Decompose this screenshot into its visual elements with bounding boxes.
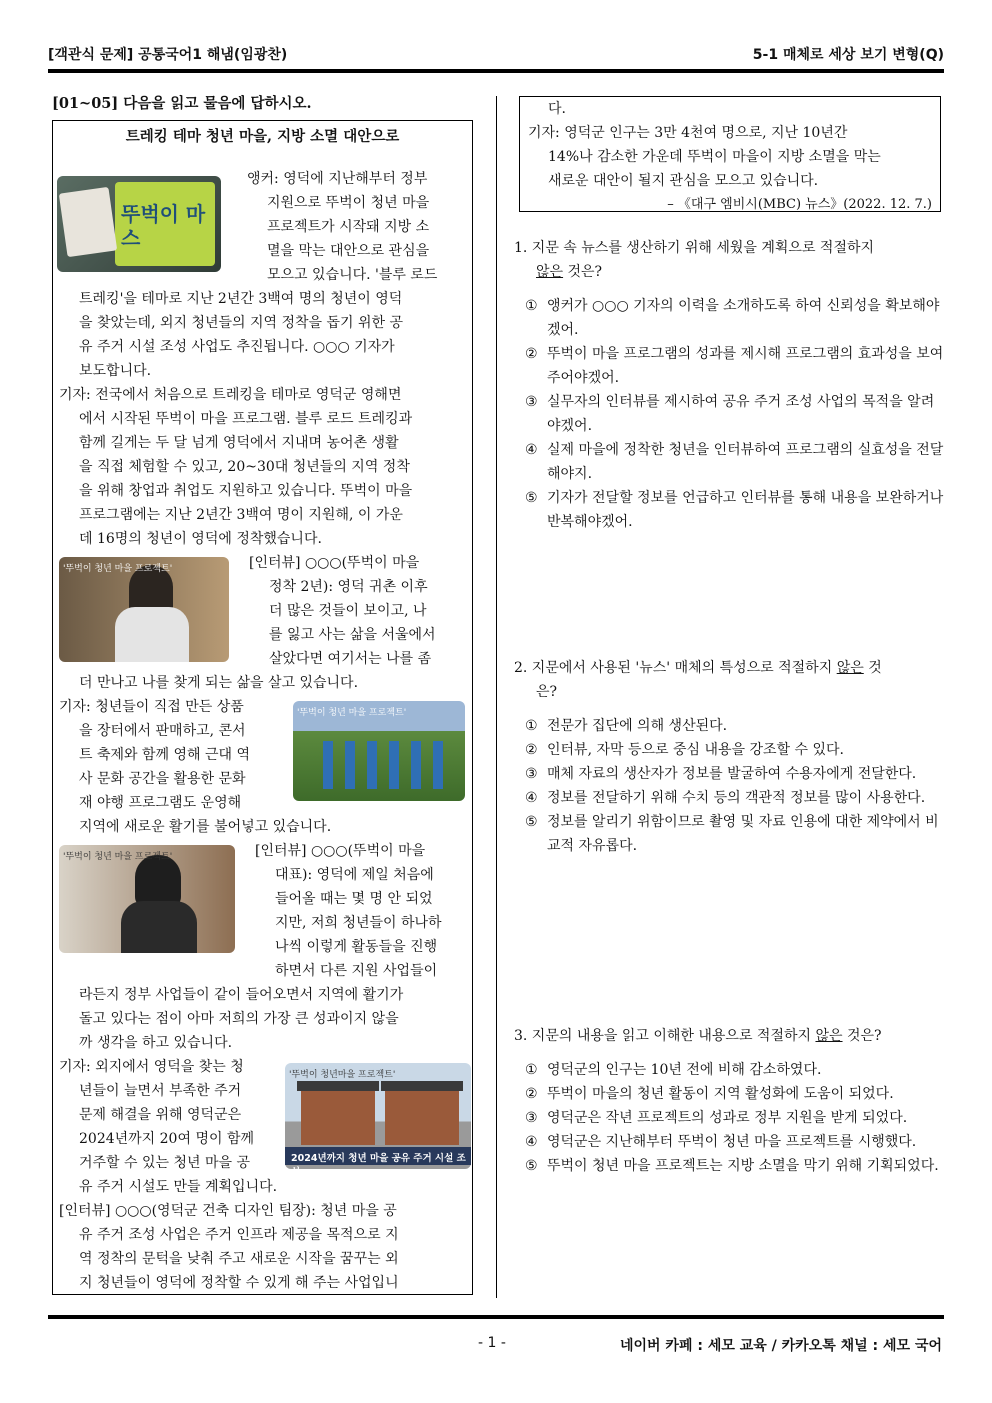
image-1-text: 뚜벅이 마스 [121, 202, 206, 250]
question-2 [514, 656, 944, 858]
question-2-stem: 2. 지문에서 사용된 '뉴스' 매체의 특성으로 적절하지 않은 것 은? [514, 660, 882, 700]
cont-line-1: 다. [548, 101, 566, 117]
paragraph-anchor-cont: 트레킹'을 테마로 지난 2년간 3백여 명의 청년이 영덕 을 찾았는데, 외지 청년들의 지역 정착을 돕기 위한 공 유 주거 시설 조성 사업도 추진됩니다. ○○○ 기자가 보도합니다. [79, 291, 404, 379]
header-right: 5-1 매체로 세상 보기 변형(Q) [752, 47, 944, 63]
question-3-option-3[interactable]: ③ 영덕군은 작년 프로젝트의 성과로 정부 지원을 받게 되었다. [525, 1110, 908, 1126]
paragraph-interview-2-cont: 라든지 정부 사업들이 같이 들어오면서 지역에 활기가 돌고 있다는 점이 아마 저희의 가장 큰 성과이지 않을 까 생각을 하고 있습니다. [79, 987, 404, 1051]
news-source: – 《대구 엠비시(MBC) 뉴스》(2022. 12. 7.) [667, 197, 932, 212]
article-box [52, 120, 473, 1295]
article-title: 트레킹 테마 청년 마을, 지방 소멸 대안으로 [125, 128, 400, 145]
question-3-option-4[interactable]: ④ 영덕군은 지난해부터 뚜벅이 청년 마을 프로젝트를 시행했다. [525, 1134, 917, 1150]
page-header [48, 44, 944, 66]
question-1-option-1[interactable]: ① 앵커가 ○○○ 기자의 이력을 소개하도록 하여 신뢰성을 확보해야겠어. [525, 298, 940, 338]
paragraph-interview-1: [인터뷰] ○○○(뚜벅이 마을 정착 2년): 영덕 귀촌 이후 더 많은 것들이 보이고, 나 를 잃고 사는 삶을 서울에서 살았다면 여기서는 나를 좀 [249, 555, 436, 667]
column-divider [496, 96, 497, 1298]
image-2-caption: '뚜벅이 청년 마을 프로젝트' [63, 564, 173, 574]
paragraph-anchor: 앵커: 영덕에 지난해부터 정부 지원으로 뚜벅이 청년 마을 프로젝트가 시작돼 지방 소 멸을 막는 대안으로 관심을 모으고 있습니다. '블루 로드 [247, 171, 438, 283]
header-left: [객관식 문제] 공통국어1 해냄(임광찬) [48, 47, 288, 63]
question-1-option-2[interactable]: ② 뚜벅이 마을 프로그램의 성과를 제시해 프로그램의 효과성을 보여주어야겠어. [525, 346, 944, 386]
paragraph-interview-1-cont: 더 만나고 나를 찾게 되는 삶을 살고 있습니다. [79, 675, 359, 691]
question-2-option-1[interactable]: ① 전문가 집단에 의해 생산된다. [525, 718, 728, 734]
question-3-option-2[interactable]: ② 뚜벅이 마을의 청년 활동이 지역 활성화에 도움이 되었다. [525, 1086, 894, 1102]
paragraph-reporter-2: 기자: 청년들이 직접 만든 상품 을 장터에서 판매하고, 콘서 트 축제와 함께 영해 근대 역 사 문화 공간을 활용한 문화 재 야행 프로그램도 운영해 지역에 새로운 활기를 불어넣고 있습니다. [59, 699, 332, 835]
question-2-option-4[interactable]: ④ 정보를 전달하기 위해 수치 등의 객관적 정보를 많이 사용한다. [525, 790, 926, 806]
question-1-option-4[interactable]: ④ 실제 마을에 정착한 청년을 인터뷰하여 프로그램의 실효성을 전달해야지. [525, 442, 944, 482]
cont-line-3: 14%나 감소한 가운데 뚜벅이 마을이 지방 소멸을 막는 [548, 149, 881, 165]
news-image-3 [293, 701, 465, 801]
image-5-banner: 2024년까지 청년 마을 공유 주거 시설 조성 [291, 1153, 466, 1178]
paragraph-reporter-3: 기자: 외지에서 영덕을 찾는 청 년들이 늘면서 부족한 주거 문제 해결을 위해 영덕군은 2024년까지 20여 명이 함께 거주할 수 있는 청년 마을 공 유 주거 시설도 만들 계획입니다. [59, 1059, 278, 1195]
question-2-option-2[interactable]: ② 인터뷰, 자막 등으로 중심 내용을 강조할 수 있다. [525, 742, 845, 758]
news-image-4 [59, 845, 235, 953]
question-3-option-5[interactable]: ⑤ 뚜벅이 청년 마을 프로젝트는 지방 소멸을 막기 위해 기획되었다. [525, 1158, 939, 1174]
question-1-option-5[interactable]: ⑤ 기자가 전달할 정보를 언급하고 인터뷰를 통해 내용을 보완하거나 반복해야겠어. [525, 490, 944, 530]
question-2-option-5[interactable]: ⑤ 정보를 알리기 위함이므로 촬영 및 자료 인용에 대한 제약에서 비교적 자유롭다. [525, 814, 939, 854]
question-3-option-1[interactable]: ① 영덕군의 인구는 10년 전에 비해 감소하였다. [525, 1062, 822, 1078]
image-4-caption: '뚜벅이 청년 마을 프로젝트' [63, 852, 173, 862]
question-3 [514, 1024, 944, 1178]
question-2-option-3[interactable]: ③ 매체 자료의 생산자가 정보를 발굴하여 수용자에게 전달한다. [525, 766, 917, 782]
header-rule [48, 69, 944, 73]
page-number: - 1 - [478, 1335, 506, 1351]
cont-line-4: 새로운 대안이 될지 관심을 모으고 있습니다. [548, 173, 819, 189]
question-1-option-3[interactable]: ③ 실무자의 인터뷰를 제시하여 공유 주거 조성 사업의 목적을 알려야겠어. [525, 394, 935, 434]
question-3-stem: 3. 지문의 내용을 읽고 이해한 내용으로 적절하지 않은 것은? [514, 1028, 882, 1044]
news-image-1 [57, 176, 221, 272]
question-1 [514, 236, 944, 534]
footer-credit: 네이버 카페 : 세모 교육 / 카카오톡 채널 : 세모 국어 [619, 1338, 942, 1354]
news-image-2 [59, 557, 229, 662]
image-3-caption: '뚜벅이 청년 마을 프로젝트' [297, 708, 407, 718]
footer-rule [48, 1315, 944, 1319]
cont-line-2: 기자: 영덕군 인구는 3만 4천여 명으로, 지난 10년간 [528, 125, 848, 141]
paragraph-reporter-1: 기자: 전국에서 처음으로 트레킹을 테마로 영덕군 영해면 에서 시작된 뚜벅이 마을 프로그램. 블루 로드 트레킹과 함께 길게는 두 달 넘게 영덕에서 지내며 농어촌 생활 을 직접 체험할 수 있고, 20~30대 청년들의 지역 정착 을 위해 창업과 취업도 지원하고 있습니다. 뚜벅이 마을 프로그램에는 지난 2년간 3백여 명이 지원해, 이 가운 데 16명의 청년이 영덕에 정착했습니다. [59, 387, 413, 547]
news-image-5 [285, 1063, 471, 1178]
question-1-stem: 1. 지문 속 뉴스를 생산하기 위해 세웠을 계획으로 적절하지 않은 것은? [514, 240, 875, 280]
paragraph-interview-2: [인터뷰] ○○○(뚜벅이 마을 대표): 영덕에 제일 처음에 들어올 때는 몇 명 안 되었 지만, 저희 청년들이 하나하 나씩 이렇게 활동들을 진행 하면서 다른 지원 사업들이 [255, 843, 442, 979]
article-continued-box [519, 96, 941, 212]
image-5-caption: '뚜벅이 청년마을 프로젝트' [289, 1070, 396, 1080]
instruction: [01~05] 다음을 읽고 물음에 답하시오. [52, 95, 312, 112]
paragraph-interview-3: [인터뷰] ○○○(영덕군 건축 디자인 팀장): 청년 마을 공 유 주거 조성 사업은 주거 인프라 제공을 목적으로 지 역 정착의 문턱을 낮춰 주고 새로운 시작을 꿈꾸는 외 지 청년들이 영덕에 정착할 수 있게 해 주는 사업입니 [59, 1203, 399, 1291]
